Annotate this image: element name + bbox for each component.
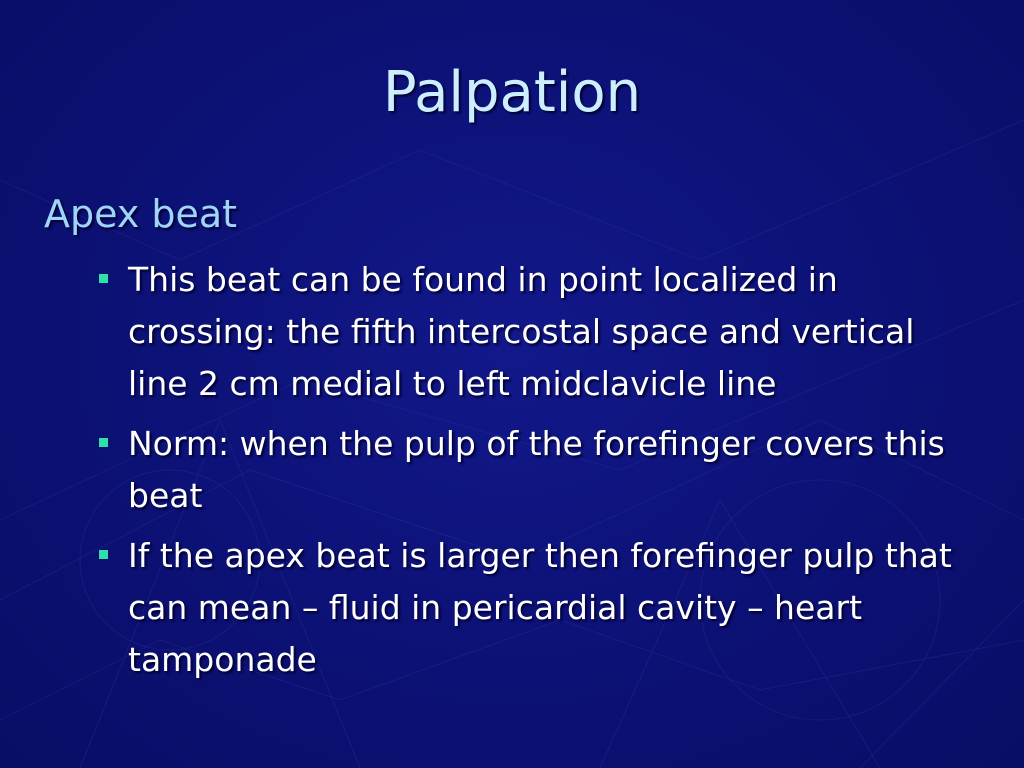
bullet-list	[96, 254, 976, 694]
section-heading: Apex beat	[44, 192, 238, 236]
bullet-text: This beat can be found in point localized in crossing: the fifth intercostal space and vertical line 2 cm medial to left midclavicle line	[128, 260, 915, 403]
bullet-item	[96, 530, 976, 686]
square-bullet-icon	[99, 438, 108, 447]
bullet-text: If the apex beat is larger then forefinger pulp that can mean – fluid in pericardial cavity – heart tamponade	[128, 536, 952, 679]
bullet-text: Norm: when the pulp of the forefinger covers this beat	[128, 424, 945, 515]
bullet-item	[96, 418, 976, 522]
slide-title: Palpation	[382, 60, 642, 125]
square-bullet-icon	[99, 550, 108, 559]
square-bullet-icon	[99, 274, 108, 283]
bullet-item	[96, 254, 976, 410]
